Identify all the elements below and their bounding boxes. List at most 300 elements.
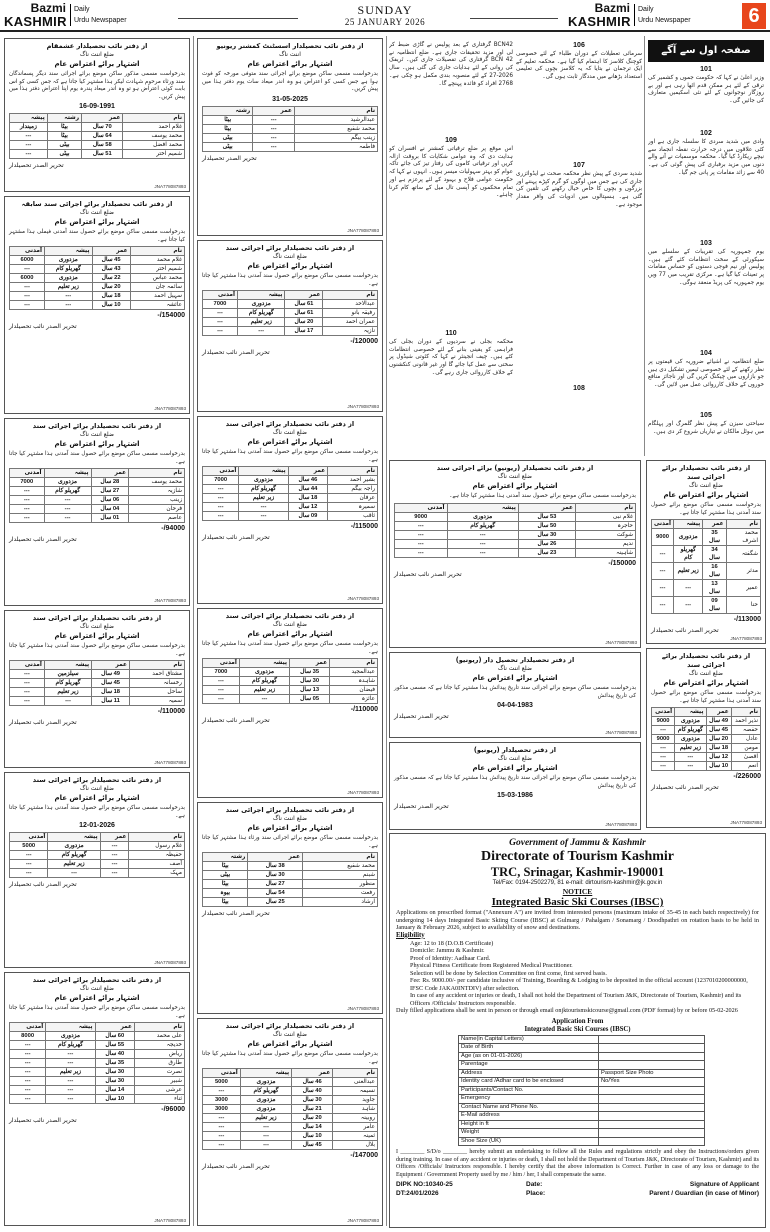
table-row bbox=[203, 485, 378, 494]
table-header-row bbox=[10, 833, 185, 842]
notice-label: NOTICE bbox=[562, 887, 593, 896]
table-header-row bbox=[203, 106, 378, 115]
notice-box bbox=[4, 610, 190, 768]
table-header-cell: پیشہ bbox=[673, 520, 702, 529]
table-row bbox=[203, 898, 378, 907]
table-row bbox=[10, 1050, 185, 1059]
table-cell: عبدالغنی bbox=[333, 1078, 378, 1087]
table-cell: رفیقہ بانو bbox=[323, 309, 378, 318]
table-cell: مزدوری bbox=[240, 1105, 291, 1114]
table-cell: محمد یوسف bbox=[123, 132, 185, 141]
front-page-continued-header: صفحہ اول سے آگے bbox=[648, 40, 764, 62]
notice-code: JNA778087893 bbox=[347, 228, 379, 233]
table-cell: --- bbox=[253, 142, 295, 151]
story-text: سیاحتی سیزن کے پیش نظر گلمرگ اور پہلگام میں ہوٹل مالکان نے تیاریاں شروع کر دی ہیں۔ bbox=[648, 421, 764, 435]
notice-heading: از دفتر تحصیلدار (ریونیو) bbox=[473, 746, 557, 754]
table-cell: --- bbox=[46, 1077, 95, 1086]
table-cell: محمد شفیع bbox=[295, 124, 378, 133]
table-row bbox=[203, 880, 378, 889]
form-field-label: Participants/Contact No. bbox=[459, 1086, 599, 1095]
table-cell: --- bbox=[46, 1059, 95, 1068]
story-text: یوم جمہوریہ کی تقریبات کے سلسلے میں سیکورٹی کے سخت انتظامات کئے گئے ہیں۔ پولیس اور نیم فوجی دستوں کو حساس مقامات پر تعینات کیا گیا ہے۔ مرکزی تقریب میں 77 ویں یوم جمہوریہ کی پریڈ منعقد ہوگی۔ bbox=[648, 249, 764, 286]
notice-code: JNA778087893 bbox=[154, 760, 186, 765]
table-cell: 28 سال bbox=[91, 478, 129, 487]
table-cell: --- bbox=[10, 265, 45, 274]
table-cell: گھریلو کام bbox=[239, 485, 288, 494]
news-story bbox=[389, 40, 513, 132]
notice-heading: از دفتر نائب تحصیلدار برائے اجرائی سند bbox=[225, 612, 355, 620]
table-cell: 6000 bbox=[10, 256, 45, 265]
eligibility-heading: Eligibility bbox=[396, 931, 425, 939]
table-cell: --- bbox=[395, 530, 448, 539]
right-brand: Bazmi KASHMIR bbox=[568, 1, 631, 29]
table-cell: 30 سال bbox=[518, 530, 575, 539]
table-row bbox=[10, 1032, 185, 1041]
form-field-value[interactable] bbox=[599, 1044, 705, 1053]
notice-subheading: ضلع اننت ناگ bbox=[498, 665, 532, 672]
notice-table bbox=[651, 707, 761, 771]
notice-code: JNA778087893 bbox=[605, 640, 637, 645]
notice-text: بدرخواست مسمی مذکور ساکن موضع برائے اجرائی سند دیگر پسماندگان سند ورثاء مرحوم شہادت لیکر ہذا مشتہر کیا جاتا ہے کہ جس کسی کو اس بابت کوئی اعتراض ہو تو وہ اندر میعاد پندرہ یوم اپنا اعتراض دفتر ہذا میں پیش کریں۔ bbox=[8, 71, 185, 100]
table-header-cell: آمدنی bbox=[203, 467, 239, 476]
table-cell: --- bbox=[203, 1141, 241, 1150]
table-cell: 8000 bbox=[10, 1032, 46, 1041]
table-row bbox=[10, 150, 185, 159]
notice-table bbox=[394, 503, 636, 558]
table-cell: --- bbox=[239, 695, 289, 704]
table-cell: گھریلو کام bbox=[675, 726, 706, 735]
table-cell: شمیم اختر bbox=[123, 150, 185, 159]
table-cell: نازیہ bbox=[323, 327, 378, 336]
news-story bbox=[516, 160, 642, 380]
table-cell: ثناء bbox=[135, 1095, 185, 1104]
table-row bbox=[652, 580, 761, 597]
table-cell: --- bbox=[447, 548, 518, 557]
table-header-cell: آمدنی bbox=[652, 708, 675, 717]
table-cell: 05 سال bbox=[290, 695, 330, 704]
table-header-cell: نام bbox=[303, 853, 378, 862]
table-cell: 7000 bbox=[203, 300, 238, 309]
table-cell: مزدوری bbox=[239, 476, 288, 485]
table-cell: بیٹا bbox=[203, 862, 248, 871]
table-row bbox=[395, 530, 636, 539]
directorate-title: Directorate of Tourism Kashmir bbox=[481, 849, 674, 864]
table-row bbox=[10, 141, 185, 150]
notice-heading: از دفتر نائب تحصیلدار (ریونیو) برائے اجرائی سند bbox=[436, 464, 594, 472]
eligibility-item: Fee: Rs. 9000.00/- per candidate inclusive of Training, Boarding & Lodging to be deposited in the official account (1237010200000000, IFSC Code JAKA0INTDIV) after selection. bbox=[410, 977, 748, 992]
table-cell: --- bbox=[652, 546, 674, 563]
table-cell: --- bbox=[10, 283, 45, 292]
table-header-cell: پیشہ bbox=[44, 247, 92, 256]
notice-title: اشتہار برائے اعتراض عام bbox=[247, 438, 333, 446]
form-row bbox=[459, 1035, 705, 1044]
story-text: اس موقع پر ضلع ترقیاتی کمشنر نے افسران کو ہدایت دی کہ وہ عوامی شکایات کا بروقت ازالہ کریں اور ترقیاتی کاموں کی رفتار تیز کی جائے تاکہ عوام کو بہتر سہولیات میسر ہوں۔ انہوں نے کہا کہ حکومت عوامی فلاح و بہبود کے لئے پرعزم ہے اور تمام محکموں کو آپسی تال میل کے ساتھ کام کرنا چاہئے۔ bbox=[389, 146, 513, 199]
table-cell: 45 سال bbox=[92, 256, 130, 265]
table-header-cell: نام bbox=[135, 1023, 185, 1032]
table-header-row bbox=[10, 114, 185, 123]
table-cell: بیٹا bbox=[47, 132, 81, 141]
table-header-cell: عمر bbox=[248, 853, 303, 862]
table-cell: مزدوری bbox=[675, 735, 706, 744]
table-cell: 40 سال bbox=[292, 1087, 333, 1096]
notice-date: 04-04-1983 bbox=[497, 702, 533, 710]
table-cell: --- bbox=[44, 496, 91, 505]
form-row bbox=[459, 1061, 705, 1070]
form-field-label: Date of Birth bbox=[459, 1044, 599, 1053]
form-field-value[interactable] bbox=[599, 1129, 705, 1138]
table-header-row bbox=[203, 853, 378, 862]
table-row bbox=[203, 115, 378, 124]
table-header-cell: پیشہ bbox=[239, 659, 289, 668]
table-cell: سمیرہ bbox=[328, 503, 378, 512]
gov-label: Government of Jammu & Kashmir bbox=[509, 838, 646, 848]
table-header-cell: پیشہ bbox=[46, 1023, 95, 1032]
table-cell: 20 سال bbox=[706, 735, 731, 744]
course-title: Integrated Basic Ski Courses (IBSC) bbox=[491, 896, 664, 908]
table-row bbox=[10, 1086, 185, 1095]
tour-footer bbox=[396, 1181, 759, 1203]
table-cell: 27 سال bbox=[91, 487, 129, 496]
table-row bbox=[10, 265, 185, 274]
table-cell: مزدوری bbox=[44, 274, 92, 283]
table-cell: --- bbox=[10, 1041, 46, 1050]
story-number: 102 bbox=[700, 130, 712, 137]
table-cell: شاہدہ bbox=[330, 677, 378, 686]
story-text: BCN42 گرفتاری کے بعد پولیس نے گاڑی ضبط کر لی اور مزید تحقیقات جاری ہے۔ ضلع انتظامیہ نے BCN 42 گرفتاری کی تفصیلات جاری کیں۔ ٹریفک کی روانی کے لئے ہدایات جاری کی گئی ہیں۔ سال 2026-27 کے لئے منصوبہ بندی مکمل ہو چکی ہے۔ 2768 افراد کو فائدہ پہنچے گا۔ bbox=[389, 42, 513, 87]
table-cell: مزدوری bbox=[48, 842, 100, 851]
table-row bbox=[395, 548, 636, 557]
story-text: شدید سردی کے پیش نظر محکمہ صحت نے ایڈوائزری جاری کی ہے جس میں لوگوں کو گرم کپڑے پہننے اور بزرگوں و بچوں کا خاص خیال رکھنے کی تلقین کی گئی ہے۔ ہسپتالوں میں ادویات کی وافر مقدار موجود ہے۔ bbox=[516, 171, 642, 208]
column-divider bbox=[644, 36, 645, 456]
table-header-cell: پیشہ bbox=[44, 661, 91, 670]
eligibility-item: Proof of Identity: Aadhaar Card. bbox=[410, 954, 491, 962]
table-cell: انعم bbox=[731, 762, 760, 771]
table-cell: --- bbox=[44, 292, 92, 301]
notice-subheading: ضلع اننت ناگ bbox=[80, 431, 114, 438]
table-cell: --- bbox=[203, 494, 239, 503]
table-cell: --- bbox=[203, 327, 238, 336]
table-cell: فیضان bbox=[330, 686, 378, 695]
form-row bbox=[459, 1095, 705, 1104]
form-row bbox=[459, 1112, 705, 1121]
table-cell: حفصہ bbox=[731, 726, 760, 735]
table-cell: --- bbox=[253, 115, 295, 124]
form-field-value[interactable] bbox=[599, 1061, 705, 1070]
table-cell: 7000 bbox=[203, 476, 239, 485]
story-text: سرمائی تعطیلات کے دوران طلباء کے لئے خصوصی کوچنگ کلاسز کا اہتمام کیا گیا ہے۔ محکمہ تعلیم کے ایک ترجمان نے بتایا کہ یہ کلاسز بچوں کی تعلیمی استعداد بڑھانے میں مددگار ثابت ہوں گی۔ bbox=[516, 51, 642, 81]
table-header-cell: پیشہ bbox=[447, 503, 518, 512]
news-story bbox=[389, 328, 513, 456]
notice-box bbox=[197, 38, 383, 236]
notice-heading: از دفتر نائب تحصیلدار برائے اجرائی سند سابقہ bbox=[21, 200, 173, 208]
form-field-value[interactable]: No/Yes bbox=[599, 1078, 705, 1087]
table-cell: --- bbox=[10, 1050, 46, 1059]
table-cell: عمران احمد bbox=[323, 318, 378, 327]
date-field-label: Date: bbox=[526, 1181, 543, 1188]
form-row bbox=[459, 1069, 705, 1078]
table-cell: عمیر bbox=[726, 580, 760, 597]
table-row bbox=[203, 1132, 378, 1141]
table-cell: سائمہ جان bbox=[130, 283, 184, 292]
notice-text: بدرخواست مسمی ساکن موضع برائے حصول سند آمدنی ہذا مشتہر کیا جاتا ہے۔ bbox=[202, 273, 378, 287]
table-cell: زیر تعلیم bbox=[673, 563, 702, 580]
notice-code: JNA778087893 bbox=[347, 1006, 379, 1011]
table-cell: بیوہ bbox=[203, 889, 248, 898]
form-field-value[interactable] bbox=[599, 1035, 705, 1044]
form-row bbox=[459, 1086, 705, 1095]
table-cell: شوکت bbox=[575, 530, 635, 539]
table-cell: غلام محمد bbox=[130, 256, 184, 265]
table-cell: --- bbox=[10, 301, 45, 310]
form-field-label: Name(in Capital Letters) bbox=[459, 1035, 599, 1044]
notice-text: بدرخواست مسمی ساکن موضع برائے حصول سند آمدنی ہذا مشتہر کیا جاتا ہے۔ bbox=[9, 1005, 185, 1019]
table-cell: --- bbox=[203, 1132, 241, 1141]
table-cell: بیٹی bbox=[203, 133, 253, 142]
notice-subheading: ضلع اننت ناگ bbox=[498, 755, 532, 762]
table-header-cell: آمدنی bbox=[203, 291, 238, 300]
news-story bbox=[648, 410, 764, 454]
notice-box bbox=[4, 38, 190, 192]
table-header-cell: عمر bbox=[703, 520, 726, 529]
notice-title: اشتہار برائے اعتراض عام bbox=[247, 630, 333, 638]
table-cell: بیٹی bbox=[203, 871, 248, 880]
notice-box bbox=[389, 652, 641, 738]
form-field-value[interactable] bbox=[599, 1112, 705, 1121]
notice-subheading: ضلع اننت ناگ bbox=[80, 985, 114, 992]
form-field-value[interactable] bbox=[599, 1120, 705, 1129]
table-cell: --- bbox=[652, 563, 674, 580]
notice-title: اشتہار برائے اعتراض عام bbox=[247, 60, 333, 68]
table-cell: علی محمد bbox=[135, 1032, 185, 1041]
table-row bbox=[203, 1096, 378, 1105]
table-cell: 14 سال bbox=[95, 1086, 134, 1095]
notice-text: بدرخواست مسمی ساکن موضع برائے حصول سند آمدنی ہذا مشتہر کیا جاتا ہے۔ bbox=[202, 641, 378, 655]
table-row bbox=[652, 717, 761, 726]
form-field-value[interactable] bbox=[599, 1103, 705, 1112]
notice-subheading: ضلع اننت ناگ bbox=[689, 670, 723, 677]
table-cell: 01 سال bbox=[91, 514, 129, 523]
table-cell: 40 سال bbox=[95, 1050, 134, 1059]
notice-code: JNA778087893 bbox=[154, 960, 186, 965]
table-cell: --- bbox=[10, 851, 48, 860]
table-cell: عائزہ bbox=[330, 695, 378, 704]
table-header-row bbox=[203, 291, 378, 300]
table-cell: 50 سال bbox=[518, 521, 575, 530]
notice-title: اشتہار برائے اعتراض عام bbox=[54, 994, 140, 1002]
table-row bbox=[203, 695, 378, 704]
table-cell: 06 سال bbox=[91, 496, 129, 505]
table-header-cell: آمدنی bbox=[10, 833, 48, 842]
day-label: SUNDAY bbox=[357, 3, 413, 17]
notice-code: JNA778087893 bbox=[154, 184, 186, 189]
table-cell: 26 سال bbox=[518, 539, 575, 548]
notice-heading: از دفتر نائب تحصیلدار برائے اجرائی سند bbox=[32, 976, 162, 984]
table-cell: شمیم اختر bbox=[130, 265, 184, 274]
table-row bbox=[10, 1059, 185, 1068]
table-header-cell: آمدنی bbox=[395, 503, 448, 512]
table-cell: سمیہ bbox=[130, 697, 185, 706]
table-cell: 10 سال bbox=[706, 762, 731, 771]
notice-income: 154000/- bbox=[157, 312, 185, 320]
table-cell: حنا bbox=[726, 597, 760, 614]
table-cell: مہک bbox=[129, 869, 185, 878]
form-field-label: Address bbox=[459, 1069, 599, 1078]
table-cell: زینب بیگم bbox=[295, 133, 378, 142]
table-cell: --- bbox=[203, 677, 240, 686]
table-cell: مزدوری bbox=[44, 256, 92, 265]
table-header-cell: عمر bbox=[92, 661, 130, 670]
table-cell: گھریلو کام bbox=[673, 546, 702, 563]
table-cell: بیٹا bbox=[203, 124, 253, 133]
notice-text: بدرخواست مسمی ساکن موضع برائے حصول سند آمدنی ہذا مشتہر کیا جاتا ہے۔ bbox=[9, 643, 185, 657]
table-header-cell: نام bbox=[130, 247, 184, 256]
table-cell: 70 سال bbox=[82, 123, 123, 132]
table-cell: غلام نبی bbox=[575, 512, 635, 521]
news-story bbox=[516, 40, 642, 160]
table-header-cell: عمر bbox=[706, 708, 731, 717]
table-cell: 55 سال bbox=[95, 1041, 134, 1050]
form-row bbox=[459, 1103, 705, 1112]
story-text: ضلع انتظامیہ نے اشیائے ضروریہ کی قیمتوں پر نظر رکھنے کے لئے خصوصی ٹیمیں تشکیل دی ہیں جو بازاروں میں چیکنگ کریں گی اور ناجائز منافع خوروں کے خلاف کارروائی عمل میں لائیں گی۔ bbox=[648, 359, 764, 389]
table-cell: 35 سال bbox=[703, 529, 726, 546]
table-row bbox=[652, 563, 761, 580]
table-cell: بیٹا bbox=[203, 880, 248, 889]
notice-table bbox=[9, 113, 185, 159]
form-field-label: Shoe Size (UK) bbox=[459, 1137, 599, 1146]
table-cell: 20 سال bbox=[285, 318, 323, 327]
table-row bbox=[652, 726, 761, 735]
form-field-value[interactable] bbox=[599, 1095, 705, 1104]
table-cell: 35 سال bbox=[290, 668, 330, 677]
eligibility-item: Domicile: Jammu & Kashmir. bbox=[410, 947, 485, 955]
table-cell: عرفان bbox=[328, 494, 378, 503]
table-cell: گھریلو کام bbox=[44, 679, 91, 688]
table-header-cell: نام bbox=[575, 503, 635, 512]
table-cell: --- bbox=[395, 521, 448, 530]
table-cell: ثمینہ bbox=[333, 1132, 378, 1141]
table-row bbox=[203, 889, 378, 898]
notice-signature: تحریر الصدر نائب تحصیلدار bbox=[9, 323, 77, 331]
story-number: 108 bbox=[573, 385, 585, 392]
story-number: 107 bbox=[573, 162, 585, 169]
table-cell: --- bbox=[46, 1086, 95, 1095]
table-cell: --- bbox=[239, 512, 288, 521]
table-cell: مزدوری bbox=[239, 668, 289, 677]
table-cell: بیٹا bbox=[203, 115, 253, 124]
story-number: 104 bbox=[700, 350, 712, 357]
notice-code: JNA778087893 bbox=[605, 822, 637, 827]
table-cell: 61 سال bbox=[285, 300, 323, 309]
eligibility-item: Age: 12 to 18 (D.O.B Certificate) bbox=[410, 939, 494, 947]
table-cell: 22 سال bbox=[92, 274, 130, 283]
signature-guardian: Parent / Guardian (in case of Minor) bbox=[649, 1190, 759, 1197]
notice-heading: از دفتر نائب تحصیلدار برائے اجرائی سند bbox=[32, 422, 162, 430]
table-cell: 9000 bbox=[652, 735, 675, 744]
notice-box bbox=[197, 802, 383, 1014]
table-row bbox=[203, 124, 378, 133]
table-cell: 45 سال bbox=[292, 1141, 333, 1150]
story-number: 105 bbox=[700, 412, 712, 419]
table-cell: شاہینہ bbox=[575, 548, 635, 557]
table-cell: ندیم bbox=[575, 539, 635, 548]
table-cell: --- bbox=[48, 869, 100, 878]
form-field-value[interactable] bbox=[599, 1137, 705, 1146]
table-cell: --- bbox=[253, 133, 295, 142]
form-field-value[interactable] bbox=[599, 1052, 705, 1061]
notice-subheading: ضلع اننت ناگ bbox=[80, 623, 114, 630]
table-row bbox=[203, 677, 378, 686]
table-cell: --- bbox=[203, 485, 239, 494]
table-header-cell: عمر bbox=[100, 833, 129, 842]
table-cell: گھریلو کام bbox=[48, 851, 100, 860]
table-cell: 10 سال bbox=[92, 301, 130, 310]
form-field-value[interactable]: Passport Size Photo bbox=[599, 1069, 705, 1078]
table-cell: 18 سال bbox=[92, 292, 130, 301]
table-cell: --- bbox=[100, 851, 129, 860]
table-cell: حاجرہ bbox=[575, 521, 635, 530]
notice-box bbox=[389, 742, 641, 830]
table-cell: --- bbox=[447, 530, 518, 539]
notice-subheading: ضلع اننت ناگ bbox=[273, 429, 307, 436]
table-cell: --- bbox=[44, 301, 92, 310]
story-text: وادی میں شدید سردی کا سلسلہ جاری ہے اور کئی علاقوں میں درجہ حرارت نقطہ انجماد سے نیچے ریکارڈ کیا گیا۔ محکمہ موسمیات نے آنے والے دنوں میں مزید برفباری کی پیش گوئی کی ہے۔ 40 سے زائد مقامات پر پانی جم گیا۔ bbox=[648, 139, 764, 176]
table-cell: 04 سال bbox=[91, 505, 129, 514]
table-cell: بیٹا bbox=[203, 898, 248, 907]
notice-title: اشتہار برائے اعتراض عام bbox=[54, 218, 140, 226]
table-cell: 49 سال bbox=[92, 670, 130, 679]
notice-box bbox=[389, 460, 641, 648]
eligibility-item: Selection will be done by Selection Committee on first come, first served basis. bbox=[410, 969, 607, 977]
table-row bbox=[10, 679, 185, 688]
notice-income: 110000/- bbox=[350, 706, 378, 714]
notice-signature: تحریر الصدر نائب تحصیلدار bbox=[9, 536, 77, 544]
table-row bbox=[395, 521, 636, 530]
table-header-cell: عمر bbox=[285, 291, 323, 300]
table-row bbox=[203, 476, 378, 485]
notice-title: اشتہار برائے اعتراض عام bbox=[54, 632, 140, 640]
notice-signature: تحریر الصدر نائب تحصیلدار bbox=[651, 784, 719, 792]
table-cell: --- bbox=[203, 512, 239, 521]
table-cell: نصرت bbox=[135, 1068, 185, 1077]
notice-signature: تحریر الصدر نائب تحصیلدار bbox=[9, 881, 77, 889]
table-cell: راجہ بیگم bbox=[328, 485, 378, 494]
notice-table bbox=[202, 290, 378, 336]
notice-income: 113000/- bbox=[733, 616, 761, 624]
table-cell: 09 سال bbox=[288, 512, 327, 521]
form-field-value[interactable] bbox=[599, 1086, 705, 1095]
table-cell: --- bbox=[10, 1095, 46, 1104]
table-cell: --- bbox=[203, 686, 240, 695]
table-cell: --- bbox=[10, 670, 45, 679]
table-cell: مزدوری bbox=[675, 717, 706, 726]
dipk-date: DT:24/01/2026 bbox=[396, 1190, 439, 1197]
table-header-row bbox=[395, 503, 636, 512]
table-cell: --- bbox=[395, 539, 448, 548]
table-cell: ساحل bbox=[130, 688, 185, 697]
table-cell: --- bbox=[100, 869, 129, 878]
notice-box bbox=[197, 1018, 383, 1226]
table-cell: مزدوری bbox=[46, 1032, 95, 1041]
table-header-cell: نام bbox=[328, 467, 378, 476]
table-cell: شگفتہ bbox=[726, 546, 760, 563]
table-cell: 23 سال bbox=[518, 548, 575, 557]
notice-heading: از دفتر نائب تحصیلدار اسسٹنٹ کمشنر ریونیو bbox=[216, 42, 364, 50]
notice-heading: از دفتر نائب تحصیلدار برائے اجرائی سند bbox=[225, 1022, 355, 1030]
table-header-cell: پیشہ bbox=[10, 114, 48, 123]
table-cell: 30 سال bbox=[290, 677, 330, 686]
notice-subheading: اننت ناگ bbox=[279, 51, 301, 58]
ornament-right bbox=[470, 18, 558, 19]
